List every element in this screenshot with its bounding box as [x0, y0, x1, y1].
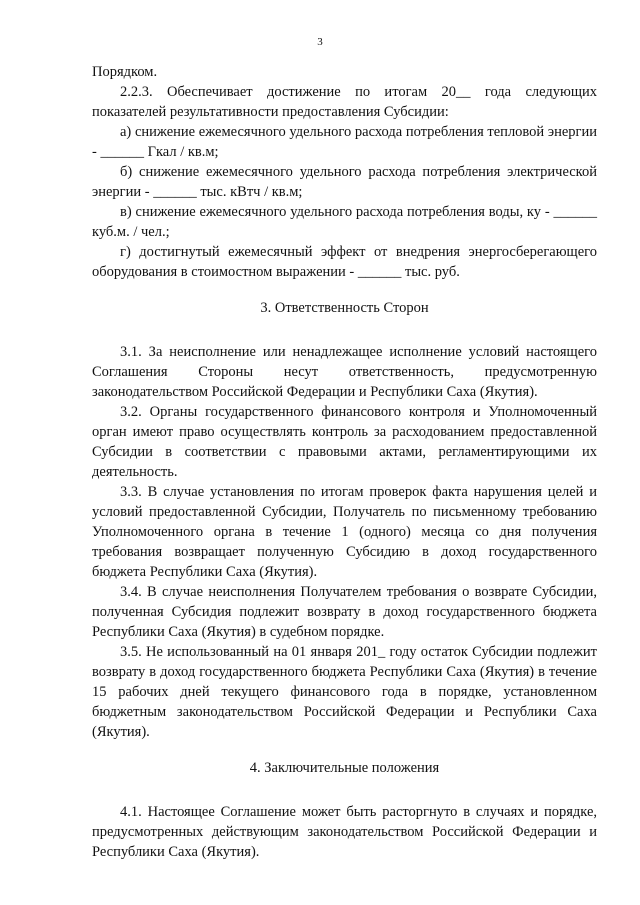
- paragraph-3-4: 3.4. В случае неисполнения Получателем требования о возврате Субсидии, полученная Субсидия подлежит возврату в доход государственного бюджета Республики Саха (Якутия) в судебном порядке.: [92, 584, 597, 640]
- paragraph-3-2: 3.2. Органы государственного финансового контроля и Уполномоченный орган имеют право осуществлять контроль за расходованием предоставленной Субсидии в соответствии с правовыми актами, регламентирующими их деятельность.: [92, 404, 597, 480]
- paragraph-4-1: 4.1. Настоящее Соглашение может быть расторгнуто в случаях и порядке, предусмотренных действующим законодательством Российской Федерации и Республики Саха (Якутия).: [92, 804, 597, 860]
- paragraph-3-3: 3.3. В случае установления по итогам проверок факта нарушения целей и условий предоставленной Субсидии, Получатель по письменному требованию Уполномоченного органа в течение 1 (одного) месяца со дня получения требования возвращает полученную Субсидию в доход государственного бюджета Республики Саха (Якутия).: [92, 484, 597, 580]
- page-number: 3: [317, 36, 323, 48]
- paragraph-intro: Порядком.: [92, 64, 158, 80]
- paragraph-3-5: 3.5. Не использованный на 01 января 201_ году остаток Субсидии подлежит возврату в доход государственного бюджета Республики Саха (Якутия) в течение 15 рабочих дней текущего финансового года в порядке, установленном бюджетным законодательством Российской Федерации и Республики Саха (Якутия).: [92, 644, 597, 740]
- section-3-heading: 3. Ответственность Сторон: [260, 300, 429, 316]
- paragraph-item-b: б) снижение ежемесячного удельного расхода потребления электрической энергии - ______ тыс. кВтч / кв.м;: [92, 164, 597, 200]
- document-body: [92, 62, 597, 862]
- paragraph-item-a: а) снижение ежемесячного удельного расхода потребления тепловой энергии - ______ Гкал / кв.м;: [92, 124, 597, 160]
- paragraph-item-v: в) снижение ежемесячного удельного расхода потребления воды, ку - ______ куб.м. / чел.;: [92, 204, 597, 240]
- paragraph-2-2-3: 2.2.3. Обеспечивает достижение по итогам 20__ года следующих показателей результативности предоставления Субсидии:: [92, 84, 597, 120]
- section-4-heading: 4. Заключительные положения: [249, 760, 440, 776]
- paragraph-item-g: г) достигнутый ежемесячный эффект от внедрения энергосберегающего оборудования в стоимостном выражении - ______ тыс. руб.: [92, 244, 597, 280]
- paragraph-3-1: 3.1. За неисполнение или ненадлежащее исполнение условий настоящего Соглашения Стороны несут ответственность, предусмотренную законодательством Российской Федерации и Республики Саха (Якутия).: [92, 344, 597, 400]
